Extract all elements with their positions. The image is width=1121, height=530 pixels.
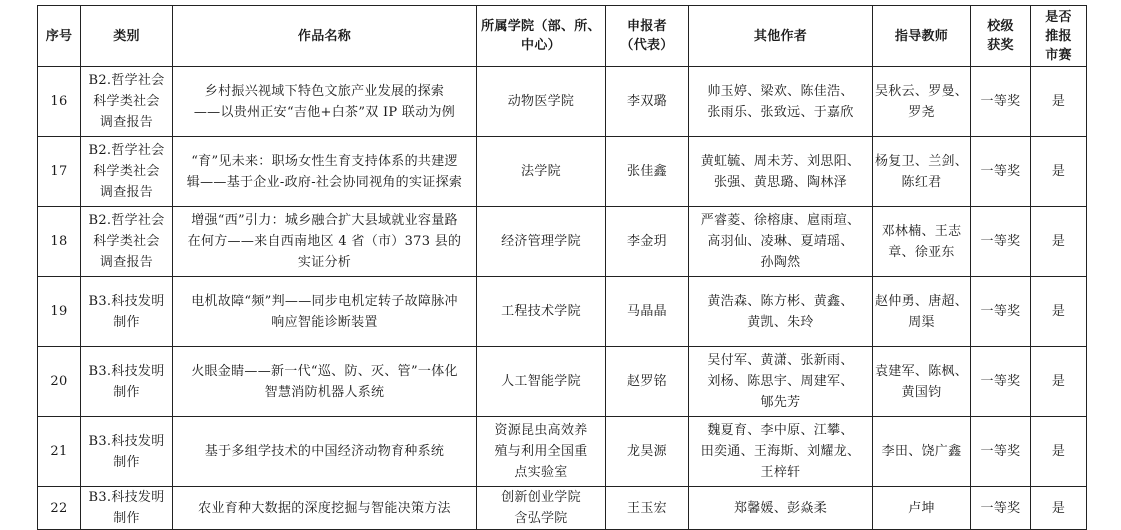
applicant-text: 赵罗铭 [627,374,667,389]
other-authors-text: 高羽仙、凌琳、夏靖瑶、 [707,234,854,249]
category-text: 制作 [113,384,140,400]
applicant-text: 龙昊源 [627,444,667,459]
work-title-text: 乡村振兴视域下特色文旅产业发展的探索 [204,83,445,99]
serial-number-text: 22 [50,500,68,516]
other-authors-text: 郇先芳 [760,395,801,410]
column-header-category [81,6,173,67]
school-award-text: 一等奖 [980,374,1021,389]
applicant-cell [606,207,689,277]
work-title-text: 辑——基于企业-政府-社会协同视角的实证探索 [186,174,463,190]
work-title-text: 电机故障“频”判——同步电机定转子故障脉冲 [191,293,458,309]
table-header-row [38,6,1087,67]
serial-number-cell [38,347,81,417]
table-row [38,347,1087,417]
advisors-cell [873,487,971,530]
advisors-text: 黄国钧 [901,384,942,400]
work-title-cell [173,277,477,347]
column-header-text: 申报者 [627,19,667,34]
recommended-to-city-cell [1031,487,1087,530]
college-cell [477,67,606,137]
table-row [38,487,1087,530]
serial-number-text: 19 [50,304,68,319]
work-title-cell [173,207,477,277]
category-text: 调查报告 [99,185,154,200]
other-authors-cell [689,207,873,277]
school-award-cell [971,207,1031,277]
work-title-cell [173,487,477,530]
college-cell [477,347,606,417]
other-authors-text: 孙陶然 [760,255,801,270]
other-authors-text: 田奕通、王海斯、刘耀龙、 [700,444,861,459]
serial-number-text: 20 [50,374,68,389]
college-text: 人工智能学院 [501,374,581,389]
column-header-advisors [873,6,971,67]
applicant-text: 李金玥 [627,234,667,249]
work-title-text: 实证分析 [297,255,352,270]
category-cell [81,487,173,530]
category-text: B2.哲学社会 [88,73,165,88]
column-header-applicant [606,6,689,67]
college-text: 含弘学院 [514,511,568,526]
advisors-text: 罗尧 [908,104,935,120]
other-authors-text: 张强、黄思璐、陶林泽 [713,174,847,190]
table-row [38,207,1087,277]
other-authors-text: 黄浩森、陈方彬、黄鑫、 [707,293,854,309]
serial-number-cell [38,137,81,207]
applicant-text: 王玉宏 [627,500,667,516]
serial-number-text: 18 [50,234,68,249]
applicant-text: 张佳鑫 [627,164,667,179]
column-header-text: （代表） [620,38,674,53]
category-cell [81,207,173,277]
applicant-cell [606,137,689,207]
work-title-text: 在何方——来自西南地区 4 省（市）373 县的 [187,234,462,249]
work-title-text: 增强“西”引力：城乡融合扩大县域就业容量路 [191,213,458,228]
other-authors-text: 郑馨媛、彭焱柔 [733,500,828,516]
advisors-text: 李田、饶广鑫 [881,444,962,459]
column-header-recommended-to-city [1031,6,1087,67]
category-text: 科学类社会 [93,234,160,249]
recommended-to-city-cell [1031,67,1087,137]
serial-number-text: 17 [50,164,68,179]
work-title-cell [173,347,477,417]
work-title-text: 智慧消防机器人系统 [264,384,385,400]
work-title-cell [173,137,477,207]
work-title-text: 响应智能诊断装置 [271,314,378,330]
column-header-work-title [173,6,477,67]
other-authors-text: 魏夏育、李中原、江攀、 [707,423,854,438]
recommended-to-city-text: 是 [1051,234,1066,249]
other-authors-cell [689,347,873,417]
recommended-to-city-text: 是 [1051,304,1066,319]
category-text: 调查报告 [99,115,154,130]
column-header-text: 市赛 [1045,47,1072,63]
advisors-cell [873,207,971,277]
category-text: B2.哲学社会 [88,213,165,228]
column-header-text: 获奖 [987,38,1014,53]
recommended-to-city-text: 是 [1051,94,1066,109]
serial-number-cell [38,277,81,347]
college-text: 工程技术学院 [501,304,581,319]
serial-number-text: 16 [50,94,68,109]
recommended-to-city-cell [1031,137,1087,207]
other-authors-text: 吴付军、黄潇、张新雨、 [707,353,854,368]
column-header-school-award [971,6,1031,67]
college-text: 点实验室 [514,465,568,480]
category-cell [81,67,173,137]
column-header-other-authors [689,6,873,67]
applicant-text: 李双璐 [627,94,667,109]
work-title-cell [173,67,477,137]
advisors-text: 陈红君 [901,174,942,190]
column-header-text: 中心） [521,38,561,53]
college-text: 创新创业学院 [501,490,581,505]
applicant-cell [606,347,689,417]
school-award-text: 一等奖 [980,304,1021,319]
recommended-to-city-text: 是 [1051,164,1066,179]
table-row [38,277,1087,347]
column-header-text: 其他作者 [753,28,808,44]
table-row [38,417,1087,487]
recommended-to-city-text: 是 [1051,444,1066,459]
category-text: B2.哲学社会 [88,143,165,158]
applicant-text: 马晶晶 [627,304,667,319]
table-row [38,137,1087,207]
category-cell [81,417,173,487]
college-text: 法学院 [521,164,561,179]
school-award-cell [971,487,1031,530]
table-header [38,6,1087,67]
school-award-cell [971,277,1031,347]
applicant-cell [606,487,689,530]
college-text: 殖与利用全国重 [494,444,588,459]
advisors-text: 杨复卫、兰剑、 [875,153,969,169]
serial-number-text: 21 [50,444,68,459]
category-text: B3.科技发明 [88,363,165,379]
category-text: 制作 [113,511,140,526]
column-header-text: 推报 [1045,28,1072,44]
column-header-text: 序号 [45,28,73,44]
other-authors-text: 严睿菱、徐榕康、扈雨瑄、 [700,213,861,228]
college-text: 动物医学院 [507,94,575,109]
work-title-cell [173,417,477,487]
table-body [38,67,1087,530]
work-title-text: 火眼金睛——新一代“巡、防、灭、管”一体化 [191,363,458,379]
category-text: 科学类社会 [93,164,160,179]
advisors-cell [873,67,971,137]
school-award-cell [971,347,1031,417]
advisors-cell [873,137,971,207]
category-text: B3.科技发明 [88,490,165,505]
work-title-text: 农业育种大数据的深度挖掘与智能决策方法 [198,500,451,516]
other-authors-cell [689,487,873,530]
school-award-text: 一等奖 [980,234,1021,249]
serial-number-cell [38,207,81,277]
recommended-to-city-text: 是 [1051,374,1066,389]
college-text: 经济管理学院 [501,234,581,249]
other-authors-text: 黄凯、朱玲 [747,314,814,330]
serial-number-cell [38,67,81,137]
column-header-text: 作品名称 [297,28,352,44]
other-authors-text: 刘杨、陈思宇、周建军、 [707,374,854,389]
school-award-text: 一等奖 [980,500,1021,516]
school-award-cell [971,417,1031,487]
category-text: 制作 [113,454,140,470]
other-authors-cell [689,277,873,347]
recommended-to-city-cell [1031,347,1087,417]
advisors-text: 卢坤 [908,500,935,516]
column-header-text: 所属学院（部、所、 [481,19,601,34]
advisors-text: 周渠 [908,314,935,330]
work-title-text: ——以贵州正安“吉他+白茶”双 IP 联动为例 [193,104,456,120]
table-row [38,67,1087,137]
awards-table [37,5,1087,530]
column-header-text: 校级 [987,19,1014,34]
recommended-to-city-cell [1031,417,1087,487]
applicant-cell [606,67,689,137]
recommended-to-city-cell [1031,207,1087,277]
school-award-cell [971,137,1031,207]
applicant-cell [606,417,689,487]
college-cell [477,277,606,347]
other-authors-cell [689,67,873,137]
work-title-text: “育”见未来：职场女性生育支持体系的共建逻 [191,153,458,169]
advisors-text: 章、徐亚东 [888,244,955,260]
advisors-text: 袁建军、陈枫、 [875,363,969,379]
recommended-to-city-text: 是 [1051,500,1066,516]
advisors-text: 邓林楠、王志 [881,223,962,239]
category-text: B3.科技发明 [88,293,165,309]
category-text: 调查报告 [99,255,154,270]
college-text: 资源昆虫高效养 [494,423,588,438]
applicant-cell [606,277,689,347]
advisors-text: 赵仲勇、唐超、 [875,293,969,309]
college-cell [477,137,606,207]
advisors-cell [873,417,971,487]
recommended-to-city-cell [1031,277,1087,347]
column-header-text: 类别 [113,28,140,44]
school-award-text: 一等奖 [980,164,1021,179]
college-cell [477,487,606,530]
category-cell [81,347,173,417]
serial-number-cell [38,417,81,487]
advisors-cell [873,347,971,417]
column-header-text: 指导教师 [894,28,949,44]
category-cell [81,277,173,347]
column-header-serial-number [38,6,81,67]
college-cell [477,207,606,277]
school-award-text: 一等奖 [980,94,1021,109]
college-cell [477,417,606,487]
advisors-text: 吴秋云、罗曼、 [875,83,969,99]
category-text: 科学类社会 [93,94,160,109]
category-text: 制作 [113,314,140,330]
other-authors-text: 王梓轩 [760,465,801,480]
other-authors-cell [689,417,873,487]
other-authors-text: 黄虹毓、周未芳、刘思阳、 [700,153,861,169]
category-text: B3.科技发明 [88,433,165,449]
school-award-cell [971,67,1031,137]
column-header-college [477,6,606,67]
column-header-text: 是否 [1045,9,1072,25]
school-award-text: 一等奖 [980,444,1021,459]
advisors-cell [873,277,971,347]
other-authors-cell [689,137,873,207]
category-cell [81,137,173,207]
serial-number-cell [38,487,81,530]
other-authors-text: 帅玉婷、梁欢、陈佳浩、 [707,83,854,99]
work-title-text: 基于多组学技术的中国经济动物育种系统 [204,444,445,459]
other-authors-text: 张雨乐、张致远、于嘉欣 [707,104,854,120]
